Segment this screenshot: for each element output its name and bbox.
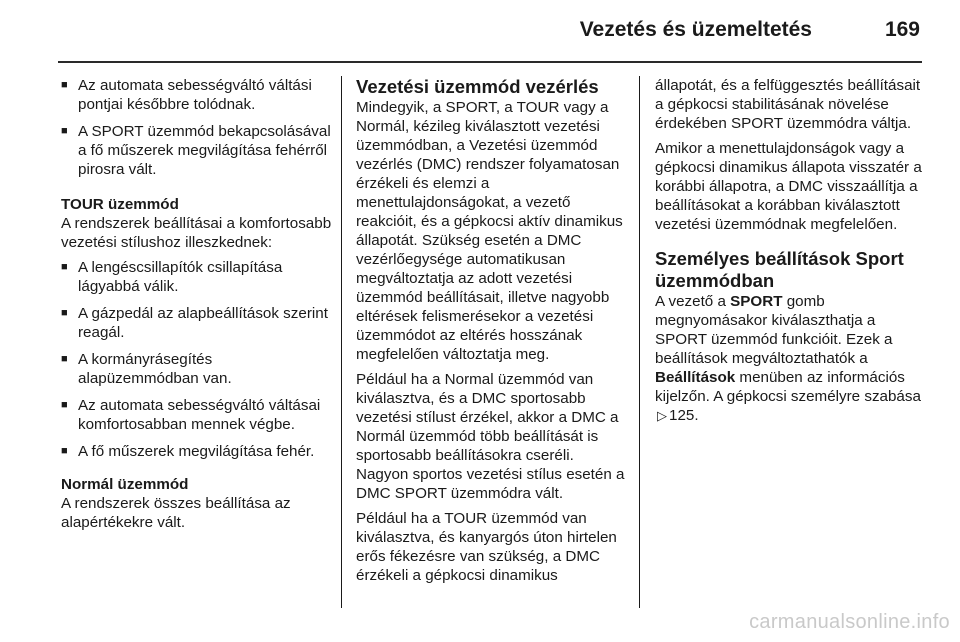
- tour-intro: A rendszerek beállításai a komfortosabb vezetési stílushoz illeszkednek:: [61, 215, 332, 251]
- text-span: A vezető a: [655, 293, 731, 310]
- page-number: 169: [884, 18, 920, 41]
- bullet-list-top: [61, 76, 333, 179]
- list-item: ■ A fő műszerek megvilágítása fehér.: [61, 442, 333, 461]
- normal-heading: Normál üzemmód: [61, 476, 189, 493]
- text-span: gomb megnyomásakor kiválaszthatja a SPORT üzemmód funkcióit. Ezek a beállítások megváltoztathatók a: [655, 293, 893, 367]
- list-item: ■ A kormányrásegítés alapüzemmódban van.: [61, 350, 333, 388]
- paragraph: Amikor a menettulajdonságok vagy a gépkocsi dinamikus állapota visszatér a korábbi állapotra, a DMC visszaállítja a beállításokat a korábban kiválasztott vezetési üzemmódnak megfelelően.: [655, 140, 922, 233]
- section-heading-personal: Személyes beállítások Sport üzemmódban: [655, 248, 904, 291]
- column-divider-left: [341, 76, 342, 608]
- paragraph: Mindegyik, a SPORT, a TOUR vagy a Normál, kézileg kiválasztott vezetési üzemmódban, a Vezetési üzemmód vezérlés (DMC) rendszer folyamatosan érzékeli és elemzi a menettulajdonságokat, a vezető reakcióit, és a gépkocsi aktív dinamikus állapotát. Szükség esetén a DMC vezérlőegysége automatikusan megváltoztatja az adott vezetési üzemmód beállításait, illetve nagyobb eltérések felismerésekor a vezetési üzemmódot az eltérés hosszának megfelelően változtatja meg.: [356, 99, 623, 363]
- text-span: menüben az információs kijelzőn. A gépkocsi személyre szabása: [655, 369, 921, 405]
- page-reference-arrow-icon: ▷: [657, 408, 667, 423]
- header-title: Vezetés és üzemeltetés: [579, 18, 812, 41]
- paragraph: Például ha a Normal üzemmód van kiválasztva, és a DMC sportosabb vezetési stílust érzékel, akkor a DMC a Normál üzemmód több beállítását is sportosabb beállításokra cseréli. Nagyon sportos vezetési stílus esetén a DMC SPORT üzemmódra vált.: [356, 371, 625, 502]
- column-left: [61, 76, 333, 538]
- column-middle: [356, 76, 626, 591]
- column-right: [655, 76, 925, 431]
- sport-button-label: SPORT: [730, 293, 783, 310]
- list-item: ■ Az automata sebességváltó váltási pontjai későbbre tolódnak.: [61, 76, 333, 114]
- list-item: ■ A SPORT üzemmód bekapcsolásával a fő műszerek megvilágítása fehérről pirosra vált.: [61, 122, 333, 179]
- column-divider-right: [639, 76, 640, 608]
- list-item: ■ A lengéscsillapítók csillapítása lágyabbá válik.: [61, 258, 333, 296]
- bullet-list-tour: [61, 258, 333, 461]
- list-item: ■ Az automata sebességváltó váltásai komfortosabban mennek végbe.: [61, 396, 333, 434]
- settings-menu-label: Beállítások: [655, 369, 736, 386]
- tour-heading: TOUR üzemmód: [61, 196, 179, 213]
- list-item: ■ A gázpedál az alapbeállítások szerint reagál.: [61, 304, 333, 342]
- watermark: carmanualsonline.info: [749, 611, 950, 633]
- paragraph: Például ha a TOUR üzemmód van kiválasztva, és kanyargós úton hirtelen erős fékezésre van szükség, a DMC érzékeli a gépkocsi dinamikus: [356, 510, 617, 584]
- page-reference[interactable]: 125.: [669, 407, 699, 424]
- section-heading-dmc: Vezetési üzemmód vezérlés: [356, 76, 599, 97]
- paragraph: állapotát, és a felfüggesztés beállításait a gépkocsi stabilitásának növelése érdekében SPORT üzemmódra váltja.: [655, 77, 921, 132]
- header-rule: [58, 61, 922, 63]
- normal-text: A rendszerek összes beállítása az alapértékekre vált.: [61, 495, 291, 531]
- personal-settings-text: [655, 292, 925, 425]
